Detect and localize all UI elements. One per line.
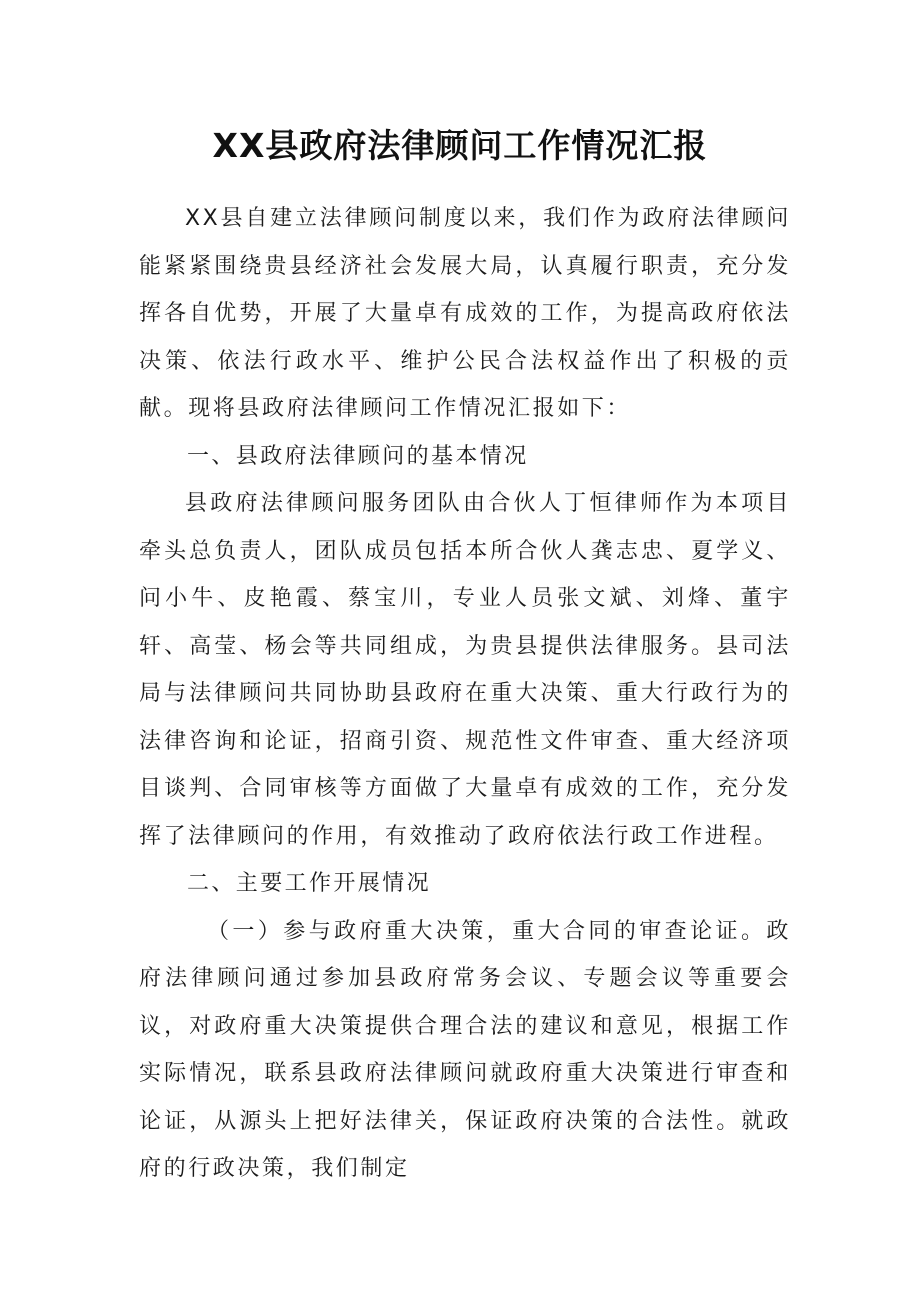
paragraph-decision-review: （一）参与政府重大决策，重大合同的审查论证。政府法律顾问通过参加县政府常务会议、专题会议等重要会议，对政府重大决策提供合理合法的建议和意见，根据工作实际情况，联系县政府法律顾问就政府重大决策进行审查和论证，从源头上把好法律关，保证政府决策的合法性。就政府的行政决策，我们制定 xyxy=(139,918,791,1181)
document-title: XX县政府法律顾问工作情况汇报 xyxy=(212,126,708,165)
section-heading-main-work: 二、主要工作开展情况 xyxy=(187,871,432,896)
paragraph-team: 县政府法律顾问服务团队由合伙人丁恒律师作为本项目牵头总负责人，团队成员包括本所合伙人龚志忠、夏学义、问小牛、皮艳霞、蔡宝川，专业人员张文斌、刘烽、董宇轩、高莹、杨会等共同组成，为贵县提供法律服务。县司法局与法律顾问共同协助县政府在重大决策、重大行政行为的法律咨询和论证，招商引资、规范性文件审查、重大经济项目谈判、合同审核等方面做了大量卓有成效的工作，充分发挥了法律顾问的作用，有效推动了政府依法行政工作进程。 xyxy=(139,491,791,849)
paragraph-intro: XX县自建立法律顾问制度以来，我们作为政府法律顾问能紧紧围绕贵县经济社会发展大局，认真履行职责，充分发挥各自优势，开展了大量卓有成效的工作，为提高政府依法决策、依法行政水平、维护公民合法权益作出了积极的贡献。现将县政府法律顾问工作情况汇报如下： xyxy=(139,206,791,421)
section-heading-basic-info: 一、县政府法律顾问的基本情况 xyxy=(187,443,529,469)
document-body xyxy=(139,195,791,1193)
